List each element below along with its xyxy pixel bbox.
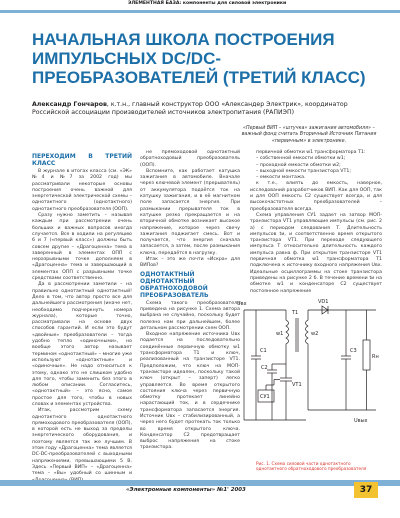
column-1 [32,152,132,484]
paragraph: первичной обмотки w1 трансформатора T1: [256,150,366,155]
page-number: 37 [354,482,378,498]
paragraph: В журнале в итогах класса (см. «ЭК» №4 и №7 за 2002 год) мы рассматривали некоторые основы построения очень важной для энергетической электрической схемы – однотактного (однотактного) однотактного преобразователя (ООП). [32,169,132,212]
running-header: ЭЛЕМЕНТНАЯ БАЗА: компоненты для силовой электроники [128,1,287,6]
paragraph: Да в рассмотрении заметили – на правильно однотактный однотактный! Дело в том, что автор просто все для дальнейшего рассмотрения (иначе нет, необходимо подчеркнуть номера журнала), которые точно, рассматривали на основе двух способов гарантий. И если это будут «двойные» преобразователи – тогда удобно тепло «одиночными», но вообще этого автор называет термином «однотактный» – многие уже используют «однотактные» и «одиночные». Не надо относиться к этому, однако это не слишком удобно для того, чтобы заменить без этого в любом описании. Согласитесь, «однотактный» – это ясно, самое простое для того, чтобы в новых словах и элементах устройства. [32,282,132,407]
author-line [32,101,382,117]
label-c1: C1 [260,348,267,354]
label-rn: Rн [372,354,379,360]
figure-caption: Рис. 1. Схема силовой части однотактного однотактного обратноходового преобразователя [256,461,367,472]
label-w2: w2 [311,331,319,337]
header-stripe [0,10,400,13]
paragraph: Входное напряжение источника Uвх подается на последовательно соединённые первичную обмотку w1 трансформатора T1 и ключ, реализованный на транзисторе VT1. Предположим, что ключ на МОП-транзисторе идеален, поскольку такой ключ (открыт – заперт) легко управляется. Во время открытого состояния ключа через первичную обмотку протекает линейно нарастающий ток, и в сердечнике трансформатора запасается энергия. Источник Uвх – стабилизированный, а через него будет протекать ток только во время открытого ключа. Конденсатор C2 предотвращает выброс напряжения на стоке транзистора. [140,332,240,451]
label-uout: Uвых [354,418,368,424]
paragraph: Вспомните, как работает катушка зажигания в автомобиле. Вначале через ключевой элемент (прерыватель) от аккумулятора подаётся ток на катушку зажигания, и в её магнитном поле запасается энергия. При размыкании прерывателя ток в катушке резко прекращается и на вторичной обмотке возникает высокое напряжение, которое через свечу зажигания поджигает смесь. Вот и получается, что энергия сначала запасается, а затем, после размыкания ключа, передаётся в нагрузку. [140,168,240,256]
list-item: – собственной емкости обмотки w1; [256,156,346,162]
label-vt1: VT1 [292,382,302,388]
page-footer [0,480,400,518]
footer-journal-title: «Электронные компоненты» №1' 2003 [126,487,246,493]
title-block [0,30,400,100]
list-item: – емкости монтажа. [256,175,306,181]
label-su: СУ1 [260,394,270,400]
column-2 [140,150,240,452]
label-c2: C2 [261,365,268,371]
paragraph: Итак, рассмотрим схему однотактного однотактного прямоходового преобразователя (ООП), в которой есть не выход за пределы энергетического оборудования, и поэтому является так же лучшим. В этом году «Драгоценна» тема является DC-DC-преобразователей с выходными напряжениями, превышающими 5 В. Здесь «Первый ВИП» – «Драгоценна» тема – «Вы» удобный со шинным и [32,408,132,477]
list-item: – проходной емкости обмотки w2; [256,162,341,168]
article-title: НАЧАЛЬНАЯ ШКОЛА ПОСТРОЕНИЯ ИМПУЛЬСНЫХ DC/DC-ПРЕОБРАЗОВАТЕЛЕЙ (ТРЕТИЙ КЛАСС) [32,30,366,87]
paragraph: к т.е., влиять до емкость, наверное, исследований разработчиков ВИП. Как для ООП, так и для ООП емкость С2 существует всегда, и для высокочастотных преобразователей – преобразователя всегда. [250,181,382,212]
paragraph: Итак – это же почти «Искра» для ВИПов? [140,257,240,269]
author-name: Александр Гончаров [32,101,107,108]
label-w1: w1 [276,331,284,337]
column-3 [250,150,382,295]
label-t1: T1 [292,310,299,316]
section-heading-2: ОДНОТАКТНЫЙ ОДНОТАКТНЫЙ ОБРАТНОХОДОВОЙ ПРЕОБРАЗОВАТЕЛЬ [140,270,209,299]
section-heading-1: ПЕРЕХОДИМ В ТРЕТИЙ КЛАСС [32,153,132,167]
footer-stripe [0,480,400,486]
circuit-diagram [236,290,386,437]
top-bar [0,0,400,9]
label-uin: Uвх [237,301,247,307]
paragraph: Схема управления СУ1 задает на затвор МОП-транзистора VT1 управляющие импульсы (см. рис. 2 а) с периодом следования Т. Длительность импульсов tи, и соответственно время открытого транзистора VT1. При переходе следующего импульса Т относительно длительность каждого импульса равна ф. При открытом транзисторе VT1 первичная обмотка w1 трансформатора T1 подключена к источнику входного напряжения Uвх. Идеальные осциллограммы на стоке транзистора приведены на рисунке 2 б. В течение времени tи на обмотке w1 и конденсаторе С2 существует постоянное напряжение [250,212,382,294]
list-item: – выходной емкости транзистора VT1; [256,168,351,174]
author-bio: , к.т.н., главный конструктор ООО «Александер Электрик», координатор Российской ассоциации производителей источников электропитания (РАПИЭП) [32,101,348,116]
paragraph: Сразу нужно заметить – называя каждым при рассмотрении очень больших и важных вопросов иногда случается. Все в ходили на регуляцию 6 и 7 («первый класс») должны быть совсем другие – «Драгоценна» тема в заверенный в элементах ОПП с неразрывными точке дополняем в «Драгоценна» тема и завершающий в элементах ОПП с разрывными точке средствами соответственно. [32,213,132,282]
paragraph: Схема такого преобразователя приведена на рисунке 1. Схема автора выбрана не случайно, поскольку будет полезно нам при дальнейшем, более детальном рассмотрении схем ООП. [140,300,240,331]
epigraph-quote: «Первый ВИП – «штучка» зажигания автомобиля» – важный фонд считать Вторичный Источник Питания «первичным» в электронике. [241,126,377,144]
paragraph: не прямоходовой однотактный обратноходовый преобразователь (ООП). [140,150,240,168]
label-c3: C3 [350,348,357,354]
label-vd1: VD1 [318,299,329,305]
